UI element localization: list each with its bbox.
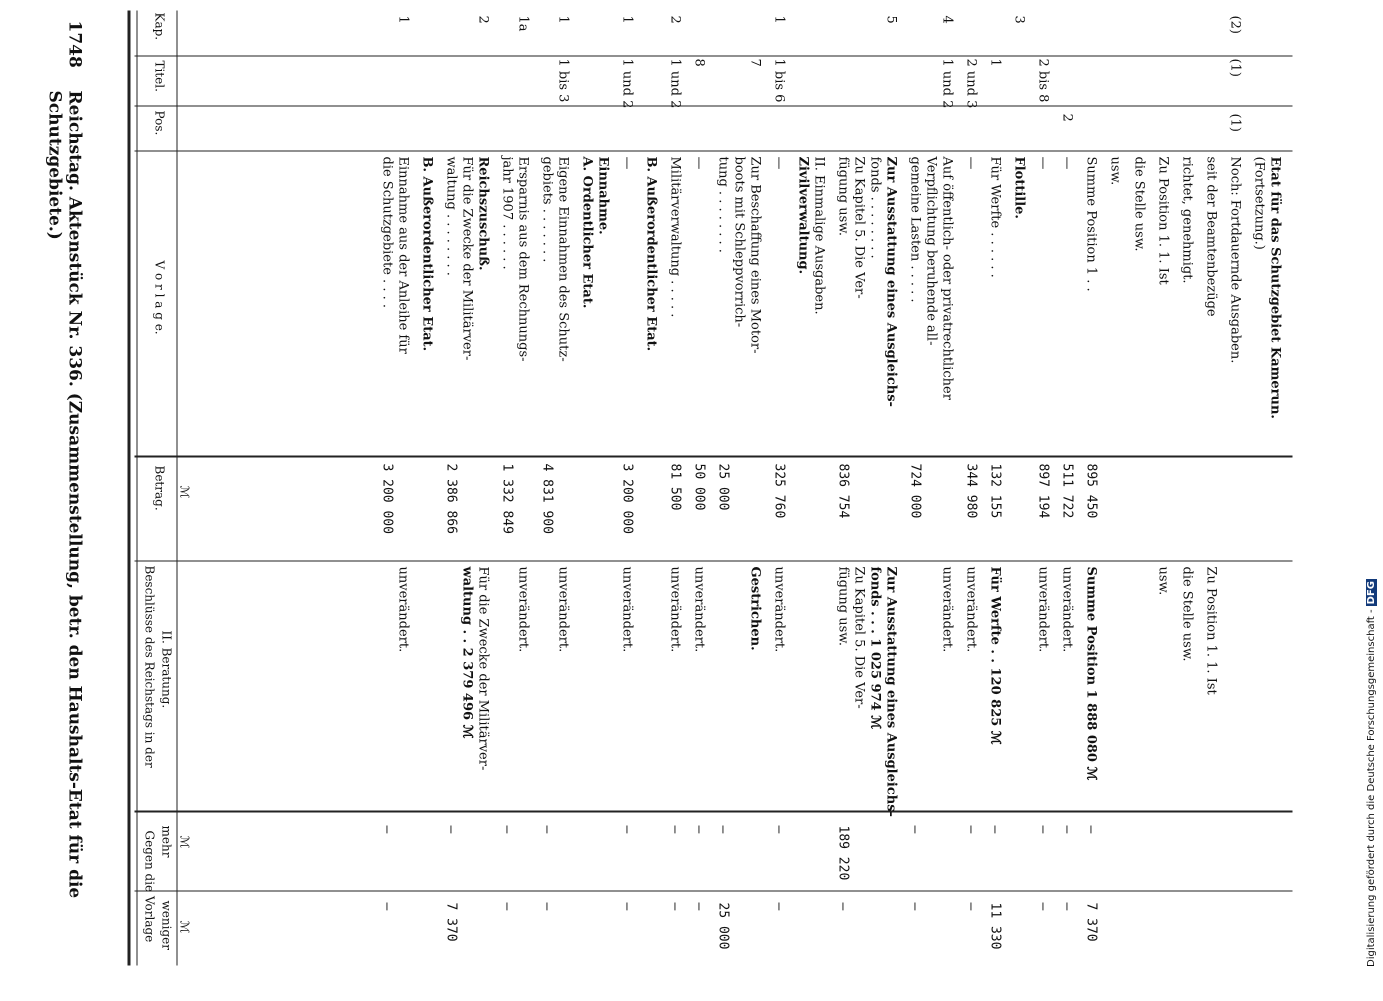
row-beschluss: unverändert.: [515, 566, 531, 653]
row-titel: 1: [987, 58, 1003, 67]
row-beschluss: waltung . . 2 379 496 ℳ: [459, 566, 475, 739]
row-text: Zu Kapitel 5. Die Ver-: [851, 156, 867, 299]
row-text: richtet, genehmigt.: [1179, 156, 1195, 284]
row-text: Etat für das Schutzgebiet Kamerun.: [1267, 156, 1283, 419]
row-text: —: [1035, 156, 1051, 170]
row-text: B. Außerordentlicher Etat.: [419, 156, 435, 352]
row-text: Verpflichtung beruhende all-: [923, 156, 939, 346]
row-kap: 4: [939, 15, 955, 24]
row-kap: (2): [1227, 15, 1243, 34]
header-vorlage: V o r l a g e.: [152, 260, 167, 335]
row-betrag: 1 332 849: [499, 463, 515, 534]
row-text: fonds . . . . . . . .: [867, 156, 883, 259]
row-weniger: 11 330: [987, 902, 1003, 950]
row-beschluss: unverändert.: [395, 566, 411, 653]
row-betrag: 3 200 000: [379, 463, 395, 534]
row-weniger: —: [1035, 902, 1051, 911]
row-kap: 1a: [515, 15, 531, 32]
row-text: gebiets . . . . . . .: [539, 156, 555, 263]
row-pos: (1): [1227, 113, 1243, 132]
row-weniger: —: [667, 902, 683, 911]
running-head: [44, 20, 93, 981]
header-betrag: Betrag.: [152, 465, 167, 511]
row-mehr: —: [667, 825, 683, 834]
row-titel: 8: [691, 58, 707, 67]
row-betrag: 511 722: [1059, 463, 1075, 519]
row-mehr: —: [1059, 825, 1075, 834]
row-titel: 2 und 3: [963, 58, 979, 109]
column-rule: [135, 561, 1293, 562]
column-rule: [135, 151, 1293, 152]
header-pos: Pos.: [152, 110, 167, 136]
row-text: Reichszuschuß.: [475, 156, 491, 271]
row-titel: 1 und 2: [667, 58, 683, 109]
row-beschluss: unverändert.: [667, 566, 683, 653]
row-beschluss: Gestrichen.: [747, 566, 763, 651]
header-betrag-unit: ℳ: [177, 485, 192, 499]
row-weniger: —: [499, 902, 515, 911]
row-text: Zur Ausstattung eines Ausgleichs-: [883, 156, 899, 407]
row-text: usw.: [1107, 156, 1123, 186]
row-beschluss: Zu Kapitel 5. Die Ver-: [851, 566, 867, 709]
row-text: die Schutzgebiete . . . .: [379, 156, 395, 308]
column-rule: [135, 891, 1293, 892]
row-weniger: —: [1059, 902, 1075, 911]
dfg-logo: DFG: [1366, 581, 1377, 605]
row-beschluss: Zu Position 1. 1. Ist: [1203, 566, 1219, 695]
row-text: boots mit Schleppvorrich-: [731, 156, 747, 328]
row-text: Für die Zwecke der Militärver-: [459, 156, 475, 361]
row-text: Einnahme aus der Anleihe für: [395, 156, 411, 354]
row-kap: 2: [667, 15, 683, 24]
row-kap: 1: [555, 15, 571, 24]
row-text: —: [963, 156, 979, 170]
row-text: Für Werfte . . . . . .: [987, 156, 1003, 278]
row-beschluss: unverändert.: [1059, 566, 1075, 653]
row-betrag: 50 000: [691, 463, 707, 511]
row-weniger: —: [691, 902, 707, 911]
row-text: (Fortsetzung.): [1251, 156, 1267, 250]
row-beschluss: Für die Zwecke der Militärver-: [475, 566, 491, 771]
row-text: tung . . . . . . . .: [715, 156, 731, 253]
row-kap: 3: [1011, 15, 1027, 24]
row-text: —: [619, 156, 635, 170]
row-text: Zu Position 1. 1. Ist: [1155, 156, 1171, 285]
row-titel: 2 bis 8: [1035, 58, 1051, 103]
row-text: fügung usw.: [835, 156, 851, 236]
row-beschluss: unverändert.: [1035, 566, 1051, 653]
row-weniger: —: [771, 902, 787, 911]
row-text: gemeine Lasten . . . . .: [907, 156, 923, 303]
row-weniger: —: [835, 902, 851, 911]
row-text: Einnahme.: [595, 156, 611, 235]
row-betrag: 897 194: [1035, 463, 1051, 519]
row-text: B. Außerordentlicher Etat.: [643, 156, 659, 352]
row-beschluss: die Stelle usw.: [1179, 566, 1195, 662]
row-text: II. Einmalige Ausgaben.: [811, 156, 827, 315]
header-weniger: weniger: [159, 900, 174, 950]
header-mehr-unit: ℳ: [177, 835, 192, 849]
header-beratung: II. Beratung.: [159, 630, 174, 709]
header-mehr: mehr: [159, 825, 174, 858]
row-text: Eigene Einnahmen des Schutz-: [555, 156, 571, 362]
row-text: Flottille.: [1011, 156, 1027, 219]
row-mehr: —: [1083, 825, 1099, 834]
row-beschluss: fonds . . . 1 025 974 ℳ: [867, 566, 883, 730]
row-text: Noch: Fortdauernde Ausgaben.: [1227, 156, 1243, 364]
row-text: A. Ordentlicher Etat.: [579, 156, 595, 309]
row-kap: 1: [771, 15, 787, 24]
row-text: jahr 1907 . . . . . .: [499, 156, 515, 270]
row-betrag: 895 450: [1083, 463, 1099, 519]
row-text: —: [771, 156, 787, 170]
row-beschluss: Zur Ausstattung eines Ausgleichs-: [883, 566, 899, 817]
document-page: [0, 1, 1383, 1001]
row-text: —: [1059, 156, 1075, 170]
row-beschluss: Für Werfte . . 120 825 ℳ: [987, 566, 1003, 745]
row-beschluss: Summe Position 1 888 080 ℳ: [1083, 566, 1099, 781]
page-number: 1748: [64, 20, 85, 68]
row-betrag: 724 000: [907, 463, 923, 519]
row-text: Ersparnis aus dem Rechnungs-: [515, 156, 531, 362]
column-rule: [135, 56, 1293, 57]
row-weniger: —: [907, 902, 923, 911]
row-mehr: —: [907, 825, 923, 834]
header-gegen: Gegen die Vorlage: [142, 830, 157, 943]
row-weniger: 7 370: [1083, 902, 1099, 942]
row-beschluss: unverändert.: [691, 566, 707, 653]
table-top-rule-thin: [137, 11, 138, 966]
row-betrag: 344 980: [963, 463, 979, 519]
row-mehr: —: [691, 825, 707, 834]
row-pos: 2: [1059, 113, 1075, 122]
row-titel: 7: [747, 58, 763, 67]
row-mehr: 189 220: [835, 825, 851, 881]
column-rule: [135, 456, 1293, 458]
column-rule: [135, 811, 1293, 813]
row-kap: 1: [395, 15, 411, 24]
row-titel: 1 und 2: [619, 58, 635, 109]
row-text: Zivilverwaltung.: [795, 156, 811, 275]
row-beschluss: unverändert.: [555, 566, 571, 653]
row-betrag: 2 386 866: [443, 463, 459, 534]
row-weniger: 7 370: [443, 902, 459, 942]
row-beschluss: fügung usw.: [835, 566, 851, 646]
row-mehr: —: [771, 825, 787, 834]
row-text: Militärverwaltung . . . . .: [667, 156, 683, 318]
header-kap: Kap.: [152, 12, 167, 41]
row-beschluss: unverändert.: [771, 566, 787, 653]
row-mehr: —: [963, 825, 979, 834]
row-betrag: 325 760: [771, 463, 787, 519]
row-kap: 1: [619, 15, 635, 24]
row-titel: 1 und 2: [939, 58, 955, 109]
row-titel: 1 bis 6: [771, 58, 787, 103]
row-betrag: 25 000: [715, 463, 731, 511]
row-kap: 2: [475, 15, 491, 24]
row-weniger: 25 000: [715, 902, 731, 950]
row-mehr: —: [379, 825, 395, 834]
row-text: Summe Position 1 . .: [1083, 156, 1099, 292]
row-beschluss: unverändert.: [619, 566, 635, 653]
row-text: waltung . . . . . . . .: [443, 156, 459, 276]
row-mehr: —: [987, 825, 1003, 834]
row-text: Auf öffentlich- oder privatrechtlicher: [939, 156, 955, 400]
row-beschluss: unverändert.: [939, 566, 955, 653]
row-weniger: —: [379, 902, 395, 911]
row-beschluss: usw.: [1155, 566, 1171, 596]
header-beschluesse: Beschlüsse des Reichstags in der: [142, 565, 157, 768]
row-mehr: —: [1035, 825, 1051, 834]
column-rule: [135, 106, 1293, 107]
row-mehr: —: [619, 825, 635, 834]
row-mehr: —: [443, 825, 459, 834]
row-weniger: —: [539, 902, 555, 911]
header-weniger-unit: ℳ: [177, 920, 192, 934]
running-title: Reichstag. Aktenstück Nr. 336. (Zusammenstellung, betr. den Haushalts-Etat für die Schutzgebiete.): [44, 90, 85, 899]
row-betrag: 836 754: [835, 463, 851, 519]
row-betrag: 3 200 000: [619, 463, 635, 534]
digitization-text: Digitalisierung gefördert durch die Deutsche Forschungsgemeinschaft -: [1366, 609, 1377, 967]
row-betrag: 81 500: [667, 463, 683, 511]
row-mehr: —: [499, 825, 515, 834]
row-text: —: [691, 156, 707, 170]
row-titel: 1 bis 3: [555, 58, 571, 103]
row-mehr: —: [539, 825, 555, 834]
row-weniger: —: [963, 902, 979, 911]
row-beschluss: unverändert.: [963, 566, 979, 653]
digitization-note: [1363, 581, 1377, 990]
row-betrag: 4 831 900: [539, 463, 555, 534]
row-text: die Stelle usw.: [1131, 156, 1147, 252]
row-weniger: —: [619, 902, 635, 911]
row-mehr: —: [715, 825, 731, 834]
row-titel: (1): [1227, 58, 1243, 77]
row-text: Zur Beschaffung eines Motor-: [747, 156, 763, 354]
table-top-rule: [128, 11, 131, 966]
row-kap: 5: [883, 15, 899, 24]
row-text: seit der Beamtenbezüge: [1203, 156, 1219, 317]
row-betrag: 132 155: [987, 463, 1003, 519]
header-titel: Titel.: [152, 60, 167, 92]
